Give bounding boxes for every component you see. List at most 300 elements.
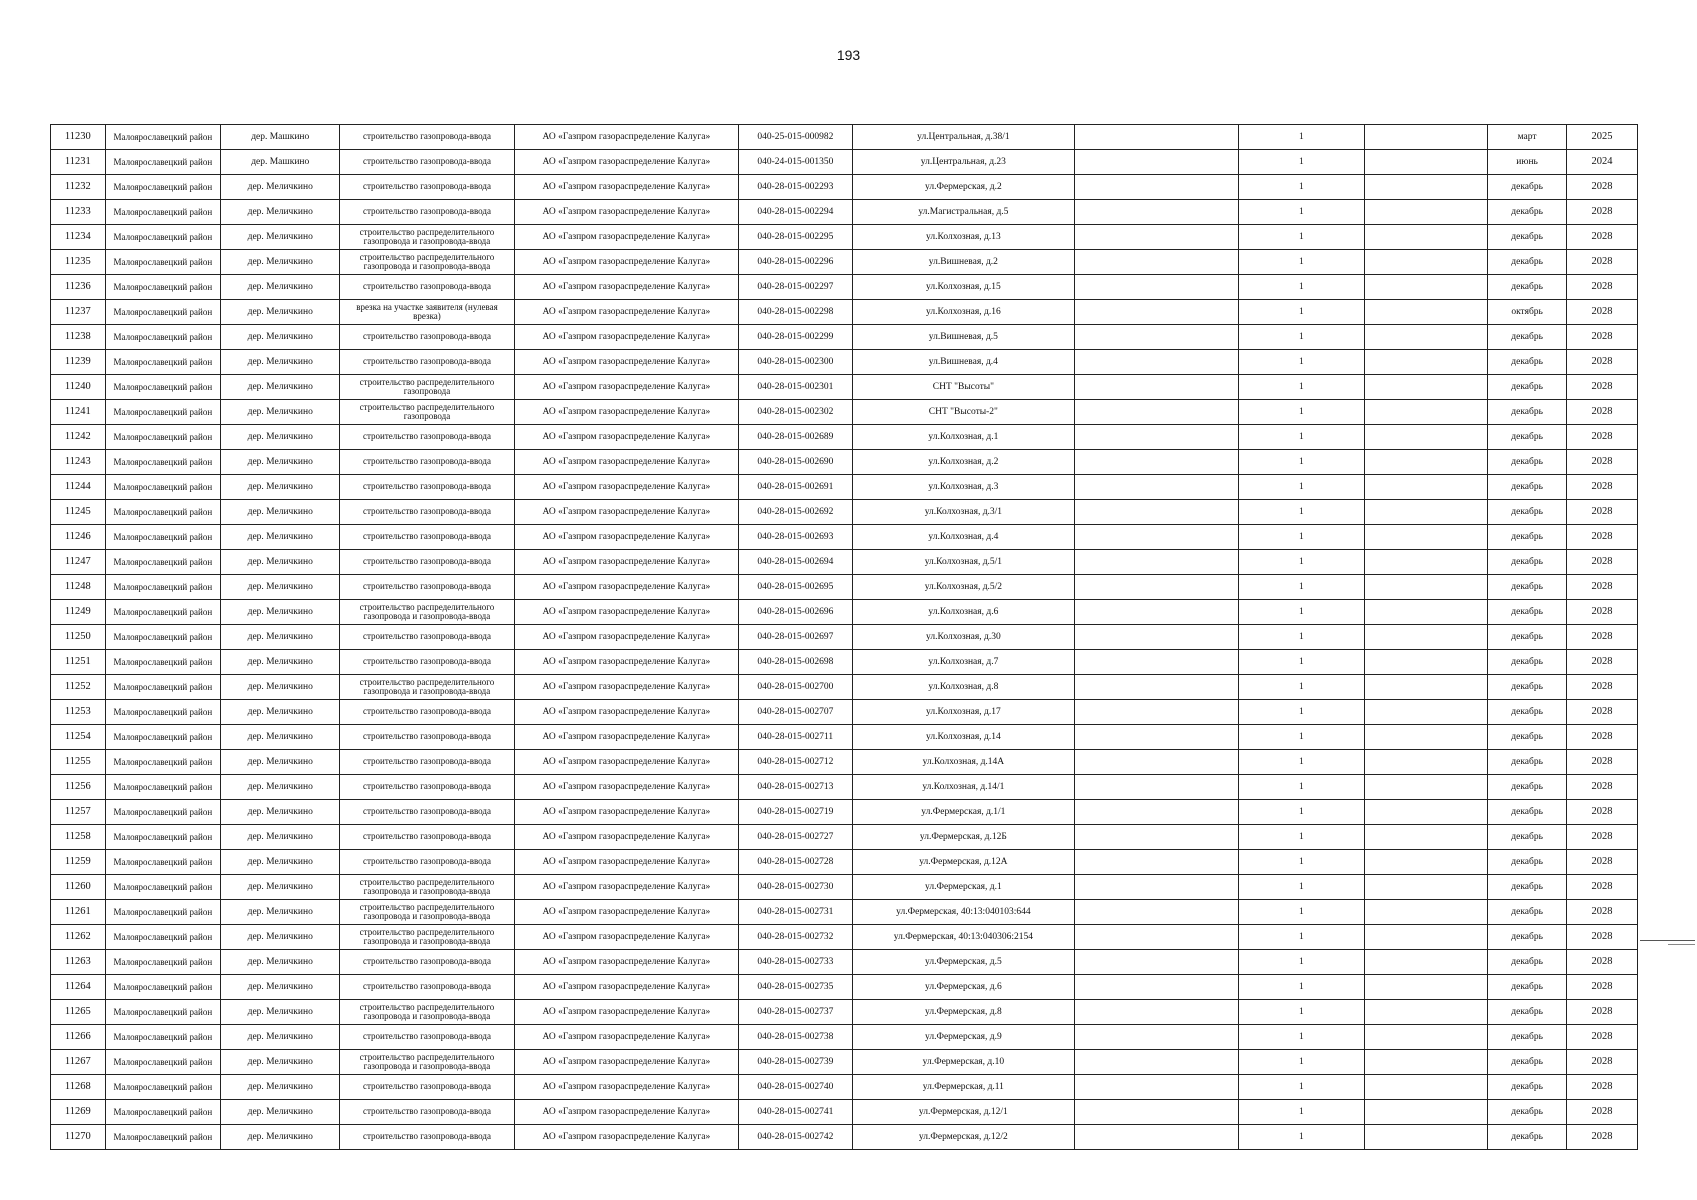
application-code-cell: 040-28-015-002728 [739, 850, 852, 875]
empty-cell [1075, 675, 1239, 700]
count-cell: 1 [1239, 950, 1365, 975]
empty-cell [1075, 225, 1239, 250]
count-cell: 1 [1239, 425, 1365, 450]
table-row [51, 775, 1638, 800]
table-row [51, 275, 1638, 300]
row-number: 11264 [51, 975, 106, 1000]
application-code-cell: 040-28-015-002298 [739, 300, 852, 325]
district-cell: Малоярославецкий район [105, 300, 220, 325]
table-row [51, 1075, 1638, 1100]
work-type-cell: строительство газопровода-ввода [340, 725, 514, 750]
table-row [51, 375, 1638, 400]
table-row [51, 125, 1638, 150]
empty-cell [1075, 525, 1239, 550]
year-cell: 2028 [1567, 825, 1638, 850]
settlement-cell: дер. Меличкино [221, 275, 340, 300]
organization-cell: АО «Газпром газораспределение Калуга» [514, 200, 739, 225]
table-row [51, 900, 1638, 925]
row-number: 11255 [51, 750, 106, 775]
table-row [51, 700, 1638, 725]
work-type-cell: строительство газопровода-ввода [340, 125, 514, 150]
work-type-cell: строительство газопровода-ввода [340, 200, 514, 225]
month-cell: декабрь [1488, 575, 1567, 600]
address-cell: ул.Колхозная, д.1 [852, 425, 1075, 450]
organization-cell: АО «Газпром газораспределение Калуга» [514, 650, 739, 675]
work-type-cell: строительство газопровода-ввода [340, 475, 514, 500]
month-cell: декабрь [1488, 800, 1567, 825]
application-code-cell: 040-28-015-002294 [739, 200, 852, 225]
organization-cell: АО «Газпром газораспределение Калуга» [514, 325, 739, 350]
work-type-cell: строительство газопровода-ввода [340, 800, 514, 825]
district-cell: Малоярославецкий район [105, 200, 220, 225]
empty-cell [1364, 1075, 1487, 1100]
month-cell: декабрь [1488, 450, 1567, 475]
month-cell: декабрь [1488, 725, 1567, 750]
table-row [51, 625, 1638, 650]
month-cell: декабрь [1488, 975, 1567, 1000]
district-cell: Малоярославецкий район [105, 675, 220, 700]
empty-cell [1364, 275, 1487, 300]
year-cell: 2028 [1567, 900, 1638, 925]
settlement-cell: дер. Меличкино [221, 550, 340, 575]
table-row [51, 175, 1638, 200]
table-row [51, 225, 1638, 250]
page-number: 193 [836, 47, 861, 63]
table-row [51, 425, 1638, 450]
year-cell: 2028 [1567, 650, 1638, 675]
year-cell: 2028 [1567, 625, 1638, 650]
district-cell: Малоярославецкий район [105, 550, 220, 575]
address-cell: ул.Фермерская, д.12А [852, 850, 1075, 875]
empty-cell [1075, 1025, 1239, 1050]
application-code-cell: 040-24-015-001350 [739, 150, 852, 175]
year-cell: 2028 [1567, 550, 1638, 575]
district-cell: Малоярославецкий район [105, 275, 220, 300]
application-code-cell: 040-28-015-002731 [739, 900, 852, 925]
address-cell: ул.Колхозная, д.17 [852, 700, 1075, 725]
table-row [51, 325, 1638, 350]
row-number: 11252 [51, 675, 106, 700]
row-number: 11249 [51, 600, 106, 625]
table-row [51, 975, 1638, 1000]
count-cell: 1 [1239, 825, 1365, 850]
empty-cell [1364, 975, 1487, 1000]
district-cell: Малоярославецкий район [105, 1075, 220, 1100]
settlement-cell: дер. Меличкино [221, 975, 340, 1000]
empty-cell [1364, 1100, 1487, 1125]
month-cell: декабрь [1488, 925, 1567, 950]
application-code-cell: 040-28-015-002700 [739, 675, 852, 700]
address-cell: ул.Колхозная, д.13 [852, 225, 1075, 250]
empty-cell [1075, 200, 1239, 225]
application-code-cell: 040-28-015-002707 [739, 700, 852, 725]
work-type-cell: строительство газопровода-ввода [340, 525, 514, 550]
month-cell: декабрь [1488, 350, 1567, 375]
month-cell: декабрь [1488, 850, 1567, 875]
table-row [51, 525, 1638, 550]
month-cell: декабрь [1488, 400, 1567, 425]
table-row [51, 400, 1638, 425]
year-cell: 2028 [1567, 350, 1638, 375]
organization-cell: АО «Газпром газораспределение Калуга» [514, 900, 739, 925]
empty-cell [1364, 500, 1487, 525]
empty-cell [1075, 875, 1239, 900]
application-code-cell: 040-28-015-002742 [739, 1125, 852, 1150]
count-cell: 1 [1239, 600, 1365, 625]
address-cell: ул.Колхозная, д.16 [852, 300, 1075, 325]
year-cell: 2028 [1567, 475, 1638, 500]
application-code-cell: 040-28-015-002719 [739, 800, 852, 825]
empty-cell [1364, 300, 1487, 325]
table-row [51, 150, 1638, 175]
application-code-cell: 040-28-015-002698 [739, 650, 852, 675]
empty-cell [1075, 1050, 1239, 1075]
count-cell: 1 [1239, 500, 1365, 525]
empty-cell [1075, 775, 1239, 800]
settlement-cell: дер. Меличкино [221, 475, 340, 500]
empty-cell [1075, 375, 1239, 400]
work-type-cell: строительство газопровода-ввода [340, 825, 514, 850]
row-number: 11238 [51, 325, 106, 350]
district-cell: Малоярославецкий район [105, 150, 220, 175]
work-type-cell: строительство газопровода-ввода [340, 850, 514, 875]
count-cell: 1 [1239, 450, 1365, 475]
application-code-cell: 040-28-015-002293 [739, 175, 852, 200]
address-cell: СНТ "Высоты-2" [852, 400, 1075, 425]
settlement-cell: дер. Меличкино [221, 175, 340, 200]
address-cell: ул.Фермерская, д.11 [852, 1075, 1075, 1100]
year-cell: 2028 [1567, 1050, 1638, 1075]
settlement-cell: дер. Меличкино [221, 800, 340, 825]
settlement-cell: дер. Меличкино [221, 725, 340, 750]
district-cell: Малоярославецкий район [105, 975, 220, 1000]
empty-cell [1075, 350, 1239, 375]
empty-cell [1075, 500, 1239, 525]
district-cell: Малоярославецкий район [105, 900, 220, 925]
table-row [51, 875, 1638, 900]
settlement-cell: дер. Меличкино [221, 1050, 340, 1075]
application-code-cell: 040-28-015-002302 [739, 400, 852, 425]
empty-cell [1364, 1000, 1487, 1025]
work-type-cell: строительство газопровода-ввода [340, 625, 514, 650]
settlement-cell: дер. Меличкино [221, 650, 340, 675]
table-row [51, 1100, 1638, 1125]
empty-cell [1075, 750, 1239, 775]
empty-cell [1364, 850, 1487, 875]
organization-cell: АО «Газпром газораспределение Калуга» [514, 1050, 739, 1075]
empty-cell [1364, 1050, 1487, 1075]
organization-cell: АО «Газпром газораспределение Калуга» [514, 850, 739, 875]
count-cell: 1 [1239, 925, 1365, 950]
address-cell: ул.Колхозная, д.6 [852, 600, 1075, 625]
application-code-cell: 040-28-015-002297 [739, 275, 852, 300]
empty-cell [1075, 800, 1239, 825]
address-cell: ул.Колхозная, д.2 [852, 450, 1075, 475]
address-cell: ул.Колхозная, д.14 [852, 725, 1075, 750]
row-number: 11251 [51, 650, 106, 675]
count-cell: 1 [1239, 125, 1365, 150]
empty-cell [1364, 200, 1487, 225]
row-number: 11263 [51, 950, 106, 975]
application-code-cell: 040-28-015-002727 [739, 825, 852, 850]
year-cell: 2028 [1567, 875, 1638, 900]
empty-cell [1364, 675, 1487, 700]
organization-cell: АО «Газпром газораспределение Калуга» [514, 150, 739, 175]
row-number: 11236 [51, 275, 106, 300]
address-cell: ул.Фермерская, д.8 [852, 1000, 1075, 1025]
empty-cell [1364, 400, 1487, 425]
district-cell: Малоярославецкий район [105, 650, 220, 675]
year-cell: 2028 [1567, 200, 1638, 225]
count-cell: 1 [1239, 275, 1365, 300]
settlement-cell: дер. Меличкино [221, 375, 340, 400]
row-number: 11240 [51, 375, 106, 400]
year-cell: 2028 [1567, 775, 1638, 800]
row-number: 11267 [51, 1050, 106, 1075]
empty-cell [1364, 325, 1487, 350]
count-cell: 1 [1239, 175, 1365, 200]
application-code-cell: 040-28-015-002739 [739, 1050, 852, 1075]
empty-cell [1075, 825, 1239, 850]
organization-cell: АО «Газпром газораспределение Калуга» [514, 875, 739, 900]
empty-cell [1075, 700, 1239, 725]
district-cell: Малоярославецкий район [105, 425, 220, 450]
row-number: 11241 [51, 400, 106, 425]
empty-cell [1364, 525, 1487, 550]
year-cell: 2028 [1567, 1100, 1638, 1125]
empty-cell [1364, 900, 1487, 925]
address-cell: ул.Фермерская, д.1/1 [852, 800, 1075, 825]
work-type-cell: строительство газопровода-ввода [340, 1025, 514, 1050]
empty-cell [1075, 425, 1239, 450]
month-cell: декабрь [1488, 425, 1567, 450]
empty-cell [1075, 250, 1239, 275]
year-cell: 2028 [1567, 600, 1638, 625]
empty-cell [1364, 150, 1487, 175]
application-code-cell: 040-28-015-002738 [739, 1025, 852, 1050]
empty-cell [1364, 250, 1487, 275]
empty-cell [1075, 625, 1239, 650]
empty-cell [1364, 600, 1487, 625]
settlement-cell: дер. Меличкино [221, 600, 340, 625]
count-cell: 1 [1239, 350, 1365, 375]
work-type-cell: строительство распределительного газопровода [340, 375, 514, 400]
count-cell: 1 [1239, 750, 1365, 775]
work-type-cell: строительство распределительного газопровода и газопровода-ввода [340, 225, 514, 250]
address-cell: ул.Колхозная, д.30 [852, 625, 1075, 650]
work-type-cell: строительство газопровода-ввода [340, 175, 514, 200]
row-number: 11260 [51, 875, 106, 900]
row-number: 11250 [51, 625, 106, 650]
table-row [51, 200, 1638, 225]
row-number: 11270 [51, 1125, 106, 1150]
organization-cell: АО «Газпром газораспределение Калуга» [514, 1100, 739, 1125]
month-cell: декабрь [1488, 900, 1567, 925]
empty-cell [1364, 650, 1487, 675]
district-cell: Малоярославецкий район [105, 1125, 220, 1150]
work-type-cell: строительство газопровода-ввода [340, 700, 514, 725]
count-cell: 1 [1239, 800, 1365, 825]
month-cell: декабрь [1488, 1000, 1567, 1025]
count-cell: 1 [1239, 225, 1365, 250]
address-cell: ул.Фермерская, 40:13:040306:2154 [852, 925, 1075, 950]
work-type-cell: строительство газопровода-ввода [340, 550, 514, 575]
row-number: 11261 [51, 900, 106, 925]
table-row [51, 725, 1638, 750]
empty-cell [1075, 900, 1239, 925]
work-type-cell: строительство распределительного газопровода и газопровода-ввода [340, 600, 514, 625]
empty-cell [1364, 350, 1487, 375]
organization-cell: АО «Газпром газораспределение Калуга» [514, 375, 739, 400]
address-cell: ул.Колхозная, д.8 [852, 675, 1075, 700]
count-cell: 1 [1239, 625, 1365, 650]
row-number: 11234 [51, 225, 106, 250]
count-cell: 1 [1239, 1100, 1365, 1125]
year-cell: 2028 [1567, 175, 1638, 200]
address-cell: ул.Центральная, д.38/1 [852, 125, 1075, 150]
application-code-cell: 040-28-015-002691 [739, 475, 852, 500]
application-code-cell: 040-28-015-002697 [739, 625, 852, 650]
table-row [51, 825, 1638, 850]
application-code-cell: 040-28-015-002696 [739, 600, 852, 625]
application-code-cell: 040-28-015-002735 [739, 975, 852, 1000]
row-number: 11265 [51, 1000, 106, 1025]
empty-cell [1075, 300, 1239, 325]
table-row [51, 1025, 1638, 1050]
organization-cell: АО «Газпром газораспределение Калуга» [514, 925, 739, 950]
year-cell: 2028 [1567, 375, 1638, 400]
settlement-cell: дер. Меличкино [221, 400, 340, 425]
work-type-cell: строительство газопровода-ввода [340, 1125, 514, 1150]
row-number: 11231 [51, 150, 106, 175]
settlement-cell: дер. Машкино [221, 125, 340, 150]
address-cell: ул.Фермерская, д.12Б [852, 825, 1075, 850]
month-cell: декабрь [1488, 750, 1567, 775]
count-cell: 1 [1239, 875, 1365, 900]
empty-cell [1075, 400, 1239, 425]
organization-cell: АО «Газпром газораспределение Калуга» [514, 425, 739, 450]
year-cell: 2028 [1567, 725, 1638, 750]
district-cell: Малоярославецкий район [105, 950, 220, 975]
month-cell: декабрь [1488, 625, 1567, 650]
application-code-cell: 040-28-015-002301 [739, 375, 852, 400]
row-number: 11248 [51, 575, 106, 600]
work-type-cell: строительство газопровода-ввода [340, 150, 514, 175]
year-cell: 2028 [1567, 1075, 1638, 1100]
count-cell: 1 [1239, 900, 1365, 925]
district-cell: Малоярославецкий район [105, 575, 220, 600]
scan-edge-mark [1668, 944, 1695, 945]
district-cell: Малоярославецкий район [105, 1100, 220, 1125]
organization-cell: АО «Газпром газораспределение Калуга» [514, 475, 739, 500]
row-number: 11262 [51, 925, 106, 950]
settlement-cell: дер. Меличкино [221, 1125, 340, 1150]
empty-cell [1364, 125, 1487, 150]
work-type-cell: строительство газопровода-ввода [340, 325, 514, 350]
empty-cell [1364, 575, 1487, 600]
work-type-cell: строительство газопровода-ввода [340, 275, 514, 300]
empty-cell [1364, 825, 1487, 850]
settlement-cell: дер. Меличкино [221, 1100, 340, 1125]
year-cell: 2028 [1567, 250, 1638, 275]
table-row [51, 475, 1638, 500]
work-type-cell: строительство газопровода-ввода [340, 425, 514, 450]
work-type-cell: строительство газопровода-ввода [340, 975, 514, 1000]
settlement-cell: дер. Меличкино [221, 575, 340, 600]
settlement-cell: дер. Меличкино [221, 225, 340, 250]
organization-cell: АО «Газпром газораспределение Калуга» [514, 275, 739, 300]
address-cell: ул.Колхозная, д.5/2 [852, 575, 1075, 600]
row-number: 11233 [51, 200, 106, 225]
settlement-cell: дер. Меличкино [221, 525, 340, 550]
application-code-cell: 040-28-015-002712 [739, 750, 852, 775]
work-type-cell: строительство газопровода-ввода [340, 750, 514, 775]
count-cell: 1 [1239, 250, 1365, 275]
year-cell: 2028 [1567, 750, 1638, 775]
district-cell: Малоярославецкий район [105, 700, 220, 725]
empty-cell [1364, 1125, 1487, 1150]
year-cell: 2028 [1567, 325, 1638, 350]
district-cell: Малоярославецкий район [105, 225, 220, 250]
settlement-cell: дер. Меличкино [221, 350, 340, 375]
month-cell: декабрь [1488, 225, 1567, 250]
district-cell: Малоярославецкий район [105, 925, 220, 950]
registry-rows [51, 125, 1638, 1150]
district-cell: Малоярославецкий район [105, 1050, 220, 1075]
settlement-cell: дер. Меличкино [221, 900, 340, 925]
table-row [51, 500, 1638, 525]
table-row [51, 450, 1638, 475]
organization-cell: АО «Газпром газораспределение Калуга» [514, 125, 739, 150]
month-cell: март [1488, 125, 1567, 150]
empty-cell [1075, 725, 1239, 750]
organization-cell: АО «Газпром газораспределение Калуга» [514, 450, 739, 475]
empty-cell [1075, 650, 1239, 675]
work-type-cell: строительство распределительного газопровода и газопровода-ввода [340, 250, 514, 275]
year-cell: 2028 [1567, 1000, 1638, 1025]
month-cell: декабрь [1488, 200, 1567, 225]
row-number: 11269 [51, 1100, 106, 1125]
organization-cell: АО «Газпром газораспределение Калуга» [514, 1075, 739, 1100]
empty-cell [1075, 1000, 1239, 1025]
settlement-cell: дер. Меличкино [221, 700, 340, 725]
settlement-cell: дер. Меличкино [221, 325, 340, 350]
district-cell: Малоярославецкий район [105, 1000, 220, 1025]
district-cell: Малоярославецкий район [105, 450, 220, 475]
district-cell: Малоярославецкий район [105, 250, 220, 275]
organization-cell: АО «Газпром газораспределение Калуга» [514, 1125, 739, 1150]
settlement-cell: дер. Меличкино [221, 500, 340, 525]
organization-cell: АО «Газпром газораспределение Калуга» [514, 800, 739, 825]
district-cell: Малоярославецкий район [105, 125, 220, 150]
empty-cell [1364, 925, 1487, 950]
district-cell: Малоярославецкий район [105, 625, 220, 650]
empty-cell [1075, 475, 1239, 500]
row-number: 11253 [51, 700, 106, 725]
empty-cell [1075, 975, 1239, 1000]
row-number: 11237 [51, 300, 106, 325]
organization-cell: АО «Газпром газораспределение Калуга» [514, 1025, 739, 1050]
empty-cell [1364, 625, 1487, 650]
empty-cell [1364, 700, 1487, 725]
month-cell: декабрь [1488, 1125, 1567, 1150]
count-cell: 1 [1239, 400, 1365, 425]
address-cell: ул.Фермерская, д.5 [852, 950, 1075, 975]
address-cell: ул.Колхозная, д.14/1 [852, 775, 1075, 800]
table-row [51, 300, 1638, 325]
row-number: 11268 [51, 1075, 106, 1100]
month-cell: декабрь [1488, 550, 1567, 575]
